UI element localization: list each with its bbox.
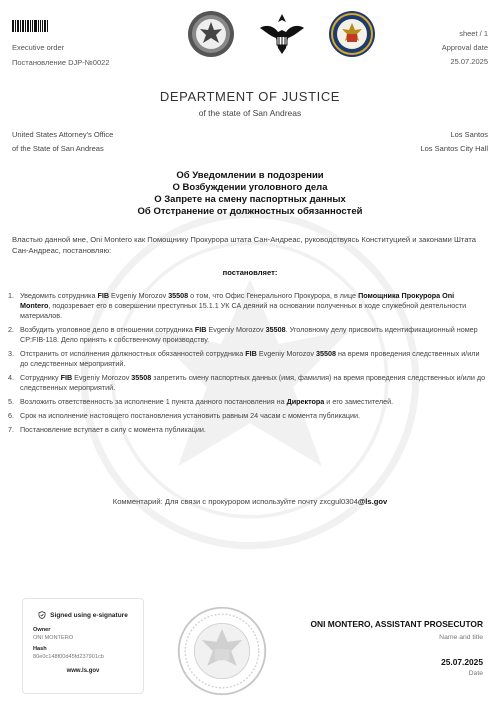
approval-date: 25.07.2025 [450,57,488,66]
item-number: 4. [8,373,14,382]
title-line: О Запрете на смену паспортных данных [154,194,346,205]
eagle-emblem-icon [256,8,308,60]
shield-check-icon [38,611,46,619]
title-line: Об Отстранение от должностных обязанностей [137,206,363,217]
doj-seal-icon [328,10,376,58]
resolution-list [8,291,486,439]
sheet-info [442,27,488,69]
sheet-number: sheet / 1 [459,29,488,38]
signature-date: 25.07.2025 [441,657,483,667]
item-text: Срок на исполнение настоящего постановления установить равным 24 часам с момента публикации. [20,411,361,420]
location-address [420,128,488,156]
resolves-heading: постановляет: [222,268,278,277]
hash-value: 80e0c148f00d45fd237901cb [33,654,104,660]
order-number: Постановление DJP-№0022 [12,58,110,67]
title-line: О Возбуждении уголовного дела [172,182,328,193]
list-item [8,411,486,421]
item-text: Отстранить от исполнения должностных обязанностей сотрудника FIB Evgeniy Morozov 35508 на время проведения следственных и/или до следственных мероприятий. [20,349,480,368]
order-info [12,40,110,70]
document-title [0,170,500,218]
comment-line [0,497,500,506]
hash-label: Hash [33,646,47,652]
website-link[interactable]: www.ls.gov [66,668,100,674]
signer-name-label: Name and title [439,634,483,641]
item-number: 7. [8,425,14,434]
signature-date-label: Date [468,670,483,677]
title-line: Об Уведомлении в подозрении [176,170,324,181]
item-text: Возбудить уголовное дело в отношении сотрудника FIB Evgeniy Morozov 35508. Уголовному делу присвоить идентификационный номер CP:FIB-118. Дело принять к собственному производству. [20,325,478,344]
list-item [8,325,486,345]
department-subtitle: of the state of San Andreas [198,108,302,118]
list-item [8,291,486,321]
item-text: Сотруднику FIB Evgeniy Morozov 35508 запретить смену паспортных данных (имя, фамилия) на время проведения следственных и/или до следственных мероприятий. [20,373,486,392]
owner-label: Owner [33,627,51,633]
department-title: DEPARTMENT OF JUSTICE [159,89,341,104]
comment-text: Комментарий: Для связи с прокурором используйте почту zxcgul0304 [112,497,358,506]
email-domain: @ls.gov [357,497,388,506]
esignature-heading: Signed using e-signature [33,611,133,619]
item-number: 2. [8,325,14,334]
item-number: 3. [8,349,14,358]
location-line: Los Santos [450,130,488,139]
item-text: Возложить ответственность за исполнение 1 пункта данного постановления на Директора и его заместителей. [20,397,394,406]
owner-value: ONI MONTERO [33,635,74,641]
item-number: 5. [8,397,14,406]
list-item [8,425,486,435]
item-text: Постановление вступает в силу с момента публикации. [20,425,206,434]
signer-name: ONI MONTERO, ASSISTANT PROSECUTOR [310,619,483,629]
location-line: Los Santos City Hall [420,144,488,153]
order-label: Executive order [12,43,65,52]
barcode-icon [12,20,48,32]
approval-label: Approval date [441,43,488,52]
list-item [8,397,486,407]
item-number: 6. [8,411,14,420]
list-item [8,349,486,369]
item-number: 1. [8,291,14,300]
intro-paragraph: Властью данной мне, Oni Montero как Помощнику Прокурора штата Сан-Андреас, руководствуясь Конституцией и законами Штата Сан-Андреас, постановляю: [12,235,476,255]
sender-line: United States Attorney's Office [12,130,114,139]
official-stamp-icon [176,605,268,697]
sender-line: of the State of San Andreas [12,144,104,153]
great-seal-icon [187,10,235,58]
sender-address [12,128,113,156]
esignature-card [22,598,144,694]
list-item [8,373,486,393]
item-text: Уведомить сотрудника FIB Evgeniy Morozov 35508 о том, что Офис Генерального Прокурора, в лице Помощника Прокурора Oni Montero, подозревает его в совершении преступных 15.1.1 УК СА деяний на основании полученных в ходе служебной деятельности материалов. [20,291,467,320]
